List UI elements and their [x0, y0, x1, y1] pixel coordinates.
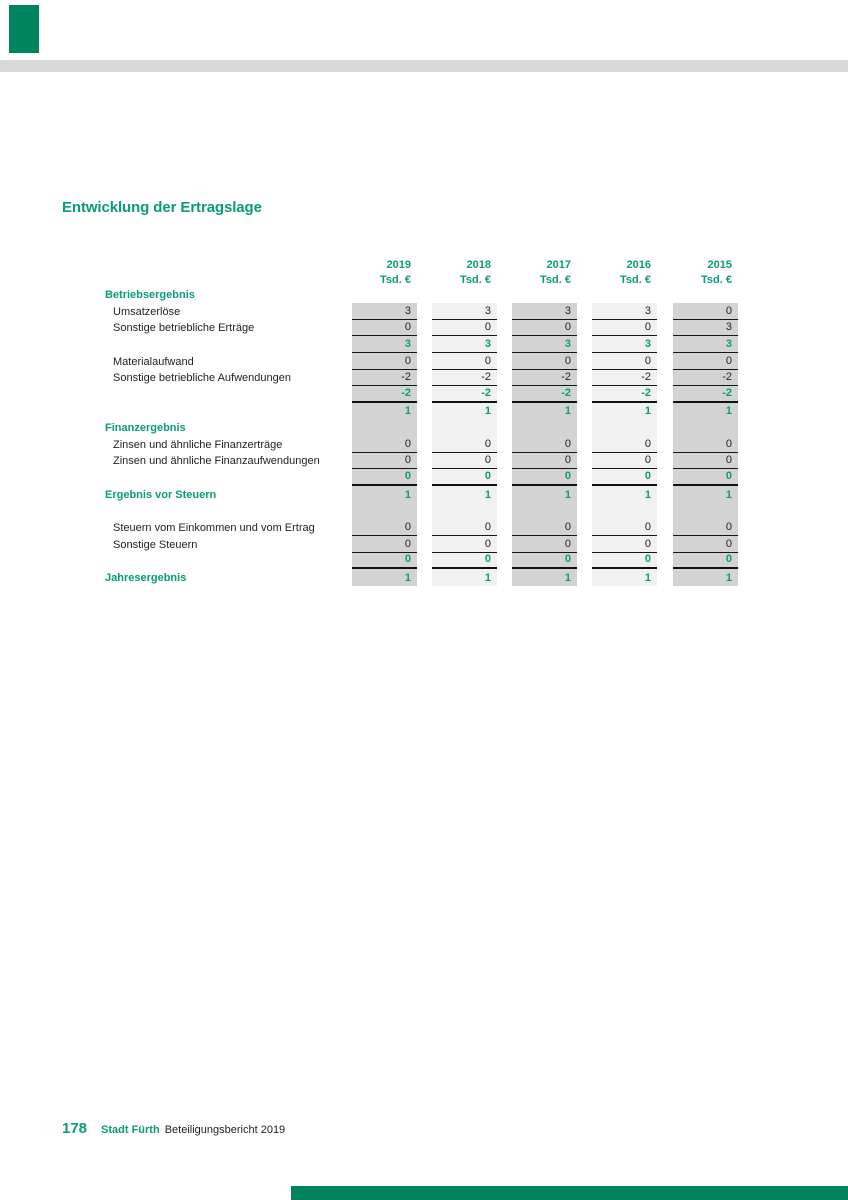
- table-cell-value: 0: [432, 453, 497, 470]
- table-cell-value: 0: [512, 536, 577, 553]
- table-cell-value: 0: [432, 553, 497, 570]
- column-gap: [497, 486, 512, 503]
- column-gap: [657, 519, 673, 536]
- column-gap: [657, 257, 673, 272]
- column-gap: [577, 353, 592, 370]
- table-cell-value: 0: [432, 536, 497, 553]
- row-label: Ergebnis vor Steuern: [105, 488, 217, 501]
- table-cell-value: 3: [673, 320, 738, 337]
- column-gap: [417, 453, 432, 470]
- table-cell-value: 0: [432, 436, 497, 453]
- year-header: 2017: [546, 259, 571, 271]
- table-cell-value: 0: [432, 469, 497, 486]
- table-cell-value: 0: [512, 436, 577, 453]
- table-cell-value: 3: [352, 303, 417, 320]
- year-header: 2019: [386, 259, 411, 271]
- table-cell-value: [432, 419, 497, 436]
- table-cell-value: 3: [673, 336, 738, 353]
- table-cell-value: 0: [673, 519, 738, 536]
- column-gap: [497, 519, 512, 536]
- table-cell-value: 0: [673, 453, 738, 470]
- table-cell-value: 0: [352, 453, 417, 470]
- column-gap: [497, 503, 512, 520]
- table-cell-value: 0: [352, 536, 417, 553]
- table-row: [105, 436, 738, 453]
- table-cell-value: 0: [352, 469, 417, 486]
- table-row: [105, 453, 738, 470]
- table-cell-value: -2: [432, 386, 497, 403]
- table-cell-value: 3: [432, 303, 497, 320]
- column-gap: [657, 503, 673, 520]
- table-cell-value: [673, 287, 738, 303]
- column-gap: [657, 403, 673, 420]
- unit-header: Tsd. €: [620, 274, 651, 286]
- header-spacer: [105, 272, 352, 287]
- column-gap: [577, 370, 592, 387]
- row-label: Sonstige betriebliche Aufwendungen: [113, 372, 291, 385]
- column-gap: [417, 287, 432, 303]
- column-gap: [417, 569, 432, 586]
- column-gap: [577, 287, 592, 303]
- column-gap: [497, 272, 512, 287]
- column-gap: [577, 469, 592, 486]
- table-cell-value: 0: [673, 469, 738, 486]
- row-label: Finanzergebnis: [105, 422, 186, 435]
- table-cell-value: 0: [592, 320, 657, 337]
- column-gap: [577, 320, 592, 337]
- table-cell-value: 0: [512, 469, 577, 486]
- column-gap: [417, 403, 432, 420]
- table-cell-value: [673, 503, 738, 520]
- table-cell-value: 3: [512, 303, 577, 320]
- table-row: [105, 403, 738, 420]
- table-row: [105, 370, 738, 387]
- column-gap: [497, 403, 512, 420]
- column-gap: [577, 503, 592, 520]
- table-cell-value: 1: [352, 486, 417, 503]
- table-cell-value: 0: [432, 353, 497, 370]
- table-cell-value: 1: [673, 403, 738, 420]
- column-gap: [577, 569, 592, 586]
- table-row: [105, 553, 738, 570]
- table-cell-value: 3: [512, 336, 577, 353]
- table-header-years: [105, 257, 738, 272]
- column-gap: [497, 536, 512, 553]
- year-header: 2015: [707, 259, 732, 271]
- table-row: [105, 469, 738, 486]
- row-label: Sonstige Steuern: [113, 538, 198, 551]
- row-label: Zinsen und ähnliche Finanzerträge: [113, 438, 283, 451]
- column-gap: [417, 257, 432, 272]
- table-cell-value: [432, 503, 497, 520]
- table-cell-value: 0: [512, 320, 577, 337]
- table-cell-value: [592, 503, 657, 520]
- column-gap: [577, 336, 592, 353]
- column-gap: [497, 569, 512, 586]
- column-gap: [577, 419, 592, 436]
- table-header-units: [105, 272, 738, 287]
- row-label: Umsatzerlöse: [113, 305, 181, 318]
- row-label: [105, 403, 352, 420]
- column-gap: [417, 320, 432, 337]
- table-row: [105, 486, 738, 503]
- table-cell-value: -2: [592, 386, 657, 403]
- table-row: [105, 320, 738, 337]
- column-gap: [417, 503, 432, 520]
- column-gap: [657, 336, 673, 353]
- table-row: [105, 536, 738, 553]
- table-cell-value: 3: [592, 336, 657, 353]
- unit-header: Tsd. €: [540, 274, 571, 286]
- table-cell-value: 0: [512, 519, 577, 536]
- table-cell-value: 3: [592, 303, 657, 320]
- column-gap: [417, 272, 432, 287]
- table-cell-value: 0: [673, 353, 738, 370]
- column-gap: [497, 469, 512, 486]
- report-title: Beteiligungsbericht 2019: [164, 1124, 286, 1136]
- column-gap: [497, 287, 512, 303]
- footer: [62, 1121, 285, 1136]
- page-number: 178: [62, 1120, 88, 1137]
- column-gap: [417, 436, 432, 453]
- table-cell-value: [352, 503, 417, 520]
- table-cell-value: 1: [432, 403, 497, 420]
- table-cell-value: [512, 287, 577, 303]
- column-gap: [657, 386, 673, 403]
- column-gap: [657, 320, 673, 337]
- table-cell-value: 0: [512, 353, 577, 370]
- column-gap: [497, 353, 512, 370]
- table-cell-value: [673, 419, 738, 436]
- column-gap: [657, 419, 673, 436]
- table-cell-value: 1: [432, 569, 497, 586]
- column-gap: [577, 386, 592, 403]
- column-gap: [497, 303, 512, 320]
- column-gap: [657, 453, 673, 470]
- column-gap: [657, 553, 673, 570]
- table-cell-value: 1: [673, 486, 738, 503]
- table-cell-value: [592, 419, 657, 436]
- column-gap: [497, 553, 512, 570]
- column-gap: [497, 419, 512, 436]
- column-gap: [577, 519, 592, 536]
- table-cell-value: 0: [673, 553, 738, 570]
- row-label: Materialaufwand: [113, 355, 194, 368]
- table-cell-value: -2: [512, 386, 577, 403]
- table-cell-value: 1: [512, 569, 577, 586]
- column-gap: [417, 519, 432, 536]
- table-cell-value: 0: [592, 353, 657, 370]
- column-gap: [417, 336, 432, 353]
- table-cell-value: 1: [512, 486, 577, 503]
- table-cell-value: 1: [352, 569, 417, 586]
- column-gap: [497, 453, 512, 470]
- brand-name: Stadt Fürth: [101, 1124, 160, 1136]
- row-label: [105, 386, 352, 403]
- table-row: [105, 386, 738, 403]
- table-cell-value: 1: [592, 403, 657, 420]
- unit-header: Tsd. €: [701, 274, 732, 286]
- column-gap: [657, 303, 673, 320]
- column-gap: [657, 486, 673, 503]
- table-cell-value: 1: [673, 569, 738, 586]
- table-cell-value: 1: [432, 486, 497, 503]
- table-cell-value: [512, 503, 577, 520]
- table-cell-value: -2: [352, 386, 417, 403]
- table-row: [105, 503, 738, 520]
- table-cell-value: 0: [592, 453, 657, 470]
- year-header: 2018: [466, 259, 491, 271]
- table-cell-value: 3: [352, 336, 417, 353]
- table-cell-value: 1: [592, 486, 657, 503]
- column-gap: [417, 486, 432, 503]
- table-cell-value: 0: [352, 320, 417, 337]
- table-row: [105, 419, 738, 436]
- table-cell-value: 0: [592, 536, 657, 553]
- table-cell-value: 3: [432, 336, 497, 353]
- table-row: [105, 353, 738, 370]
- corner-mark: [9, 5, 39, 53]
- table-cell-value: 0: [673, 536, 738, 553]
- table-row: [105, 519, 738, 536]
- table-cell-value: 0: [592, 469, 657, 486]
- column-gap: [577, 403, 592, 420]
- column-gap: [577, 453, 592, 470]
- column-gap: [657, 536, 673, 553]
- column-gap: [657, 370, 673, 387]
- table-row: [105, 287, 738, 303]
- table-cell-value: 0: [512, 553, 577, 570]
- table-row: [105, 569, 738, 586]
- row-label: Zinsen und ähnliche Finanzaufwendungen: [113, 455, 320, 468]
- table-cell-value: -2: [512, 370, 577, 387]
- table-cell-value: -2: [592, 370, 657, 387]
- column-gap: [657, 287, 673, 303]
- unit-header: Tsd. €: [380, 274, 411, 286]
- table-cell-value: [592, 287, 657, 303]
- column-gap: [497, 386, 512, 403]
- column-gap: [577, 536, 592, 553]
- column-gap: [657, 436, 673, 453]
- table-cell-value: 0: [352, 553, 417, 570]
- column-gap: [657, 272, 673, 287]
- financial-table: [105, 257, 738, 586]
- column-gap: [577, 436, 592, 453]
- table-cell-value: 0: [352, 436, 417, 453]
- table-cell-value: 1: [512, 403, 577, 420]
- table-cell-value: 0: [432, 519, 497, 536]
- column-gap: [417, 370, 432, 387]
- unit-header: Tsd. €: [460, 274, 491, 286]
- table-cell-value: 0: [352, 519, 417, 536]
- column-gap: [497, 257, 512, 272]
- page-title: Entwicklung der Ertragslage: [62, 199, 262, 216]
- table-cell-value: 1: [592, 569, 657, 586]
- row-label: [105, 553, 352, 570]
- table-cell-value: [512, 419, 577, 436]
- table-cell-value: 0: [512, 453, 577, 470]
- column-gap: [417, 536, 432, 553]
- table-cell-value: 0: [673, 303, 738, 320]
- column-gap: [417, 353, 432, 370]
- column-gap: [417, 419, 432, 436]
- table-cell-value: 1: [352, 403, 417, 420]
- table-cell-value: -2: [432, 370, 497, 387]
- column-gap: [417, 469, 432, 486]
- column-gap: [497, 320, 512, 337]
- column-gap: [657, 469, 673, 486]
- column-gap: [657, 569, 673, 586]
- table-cell-value: -2: [352, 370, 417, 387]
- table-cell-value: 0: [352, 353, 417, 370]
- column-gap: [497, 436, 512, 453]
- year-header: 2016: [626, 259, 651, 271]
- row-label: Sonstige betriebliche Erträge: [113, 322, 255, 335]
- table-cell-value: -2: [673, 386, 738, 403]
- row-label: [105, 503, 352, 520]
- row-label: Betriebsergebnis: [105, 289, 195, 301]
- bottom-bar: [291, 1186, 848, 1200]
- top-bar: [0, 60, 848, 72]
- row-label: [105, 336, 352, 353]
- table-cell-value: 0: [432, 320, 497, 337]
- table-body: [105, 287, 738, 586]
- table-cell-value: 0: [592, 553, 657, 570]
- column-gap: [497, 336, 512, 353]
- column-gap: [577, 486, 592, 503]
- column-gap: [577, 257, 592, 272]
- table-cell-value: 0: [673, 436, 738, 453]
- row-label: Steuern vom Einkommen und vom Ertrag: [113, 521, 315, 534]
- column-gap: [577, 303, 592, 320]
- column-gap: [417, 303, 432, 320]
- table-row: [105, 336, 738, 353]
- column-gap: [417, 553, 432, 570]
- column-gap: [657, 353, 673, 370]
- table-cell-value: [432, 287, 497, 303]
- row-label: [105, 469, 352, 486]
- table-cell-value: 0: [592, 436, 657, 453]
- header-spacer: [105, 257, 352, 272]
- column-gap: [417, 386, 432, 403]
- column-gap: [577, 553, 592, 570]
- table-row: [105, 303, 738, 320]
- table-cell-value: [352, 419, 417, 436]
- column-gap: [497, 370, 512, 387]
- column-gap: [577, 272, 592, 287]
- table-cell-value: 0: [592, 519, 657, 536]
- row-label: Jahresergebnis: [105, 571, 187, 584]
- table-cell-value: -2: [673, 370, 738, 387]
- table-cell-value: [352, 287, 417, 303]
